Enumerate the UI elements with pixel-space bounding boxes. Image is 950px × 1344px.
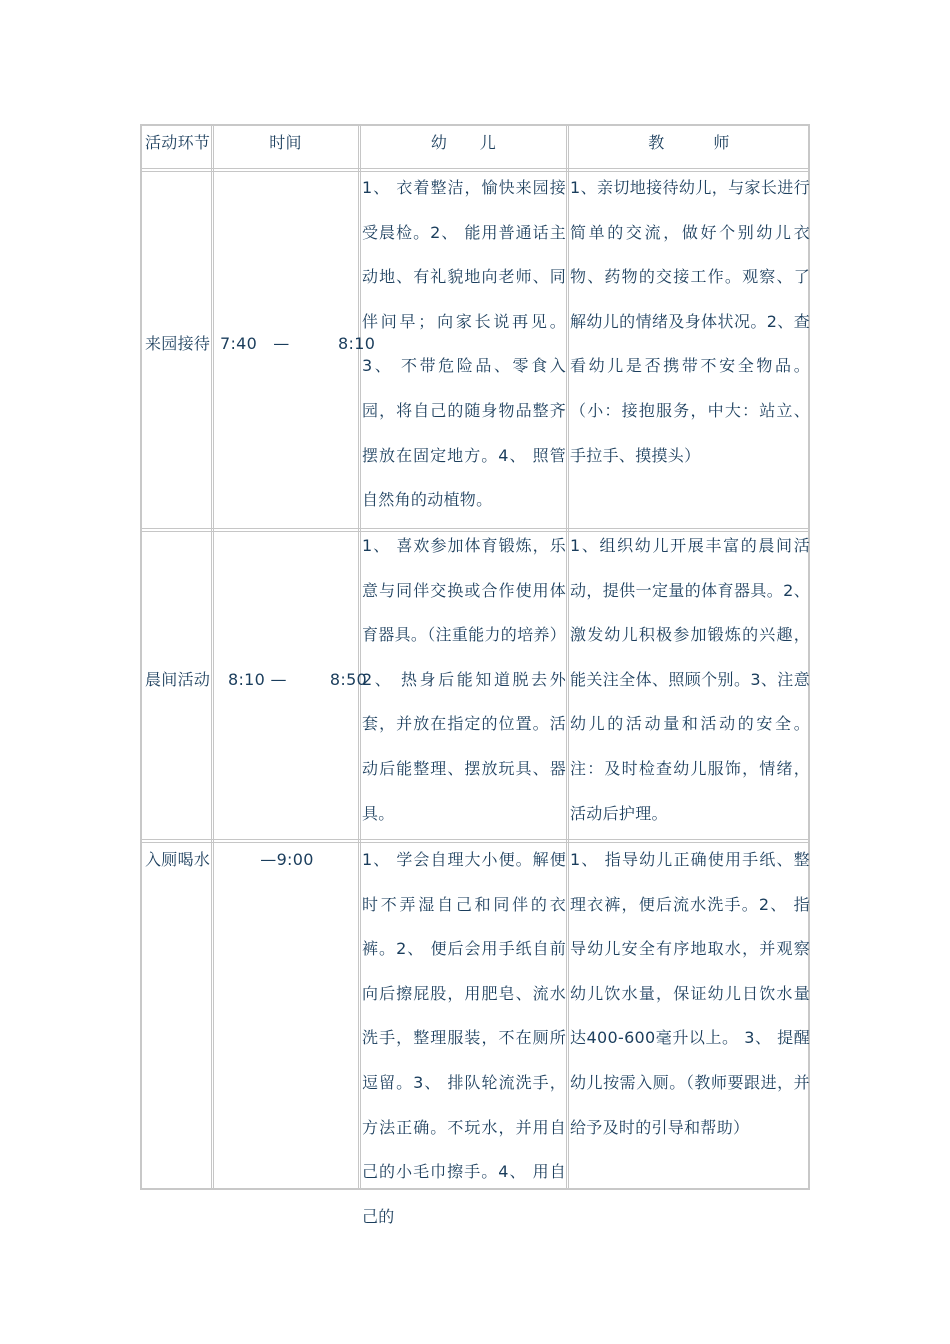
row-child-description: 1、 学会自理大小便。解便时不弄湿自己和同伴的衣裤。2、 便后会用手纸自前向后擦屁股，用肥皂、流水洗手，整理服装，不在厕所逗留。3、 排队轮流洗手，方法正确。不玩水，并用自己的小毛巾擦手。4、 用自己的 xyxy=(362,850,566,1226)
row-activity-name: 晨间活动 xyxy=(145,670,211,689)
row-time: 7:40 — 8:10 xyxy=(220,334,376,353)
row-activity-name: 入厕喝水 xyxy=(145,850,211,869)
column-divider xyxy=(358,126,361,1188)
header-child: 幼 儿 xyxy=(430,133,497,152)
row-time: 8:10 — 8:50 xyxy=(228,670,368,689)
header-time: 时间 xyxy=(269,133,302,152)
row-time: —9:00 xyxy=(260,850,314,869)
header-activity: 活动环节 xyxy=(145,133,211,152)
row-activity-name: 来园接待 xyxy=(145,334,211,353)
column-divider xyxy=(566,126,569,1188)
column-divider xyxy=(211,126,214,1188)
row-child-description: 1、 衣着整洁，愉快来园接受晨检。2、 能用普通话主动地、有礼貌地向老师、同伴问早；向家长说再见。3、 不带危险品、零食入园，将自己的随身物品整齐摆放在固定地方。4、 照管自然角的动植物。 xyxy=(362,178,566,510)
row-teacher-description: 1、 指导幼儿正确使用手纸、整理衣裤，便后流水洗手。2、 指导幼儿安全有序地取水，并观察幼儿饮水量，保证幼儿日饮水量达400-600毫升以上。 3、 提醒幼儿按需入厕。（教师要跟进，并给予及时的引导和帮助） xyxy=(570,850,810,1137)
row-child-description: 1、 喜欢参加体育锻炼，乐意与同伴交换或合作使用体育器具。（注重能力的培养）2、 热身后能知道脱去外套，并放在指定的位置。活动后能整理、摆放玩具、器具。 xyxy=(362,536,566,823)
header-teacher: 教 师 xyxy=(648,133,730,152)
row-teacher-description: 1、亲切地接待幼儿，与家长进行简单的交流，做好个别幼儿衣物、药物的交接工作。观察、了解幼儿的情绪及身体状况。2、查看幼儿是否携带不安全物品。（小：接抱服务，中大：站立、手拉手、摸摸头） xyxy=(570,178,810,465)
daily-routine-table xyxy=(140,124,810,1226)
row-teacher-description: 1、组织幼儿开展丰富的晨间活动，提供一定量的体育器具。2、 激发幼儿积极参加锻炼的兴趣，能关注全体、照顾个别。3、注意幼儿的活动量和活动的安全。注：及时检查幼儿服饰，情绪，活动后护理。 xyxy=(570,536,810,823)
